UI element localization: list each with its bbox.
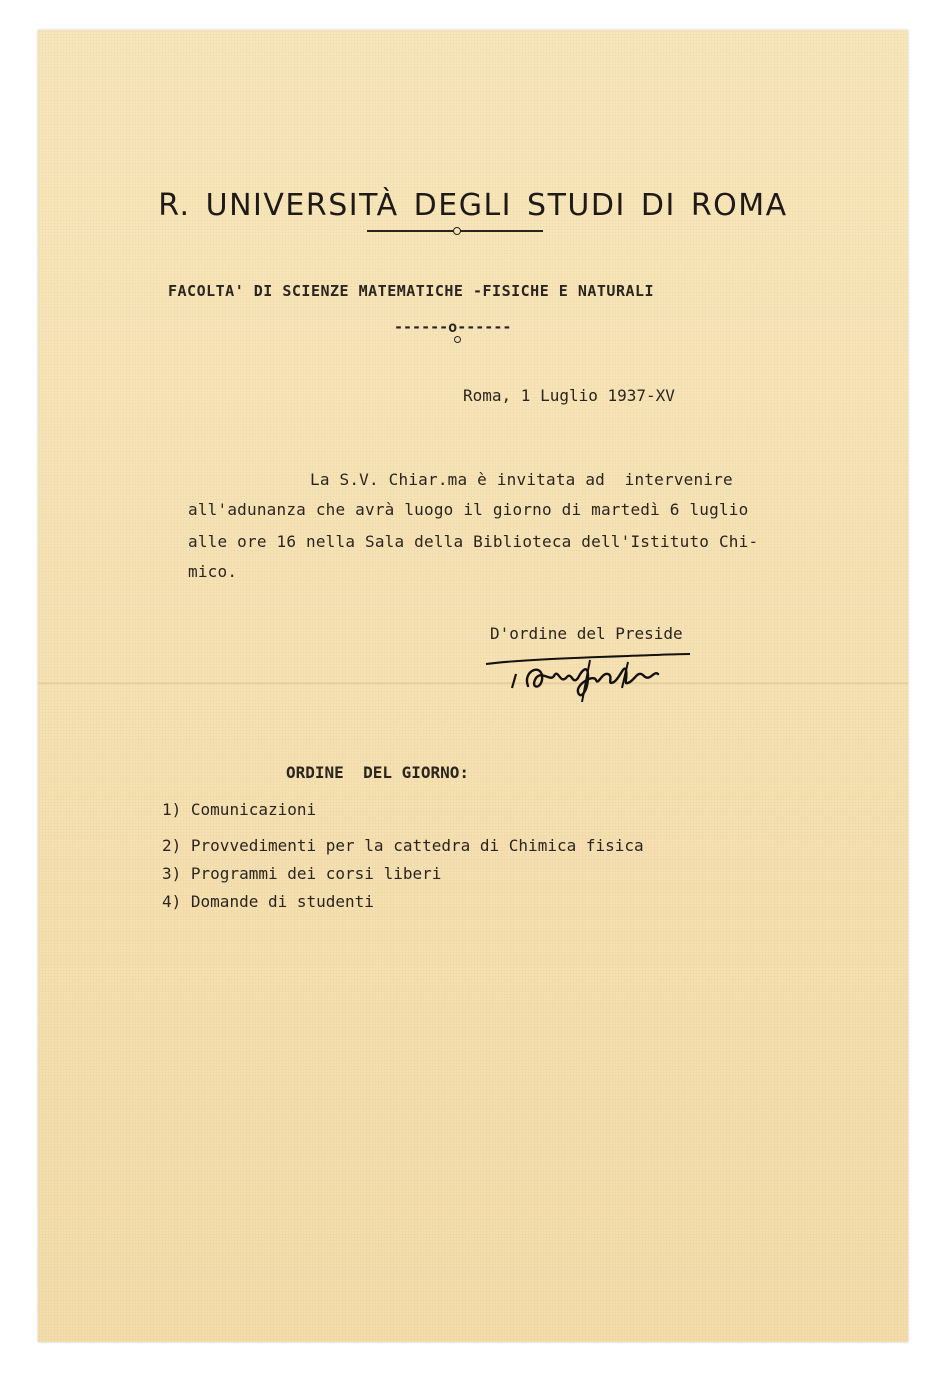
typed-ornament-dot [454, 336, 461, 343]
agenda-item-text: Provvedimenti per la cattedra di Chimica fisica [190, 836, 644, 855]
closing-line: D'ordine del Preside [490, 624, 683, 643]
heading-underline-ornament [453, 227, 461, 235]
body-line-2: all'adunanza che avrà luogo il giorno di martedì 6 luglio [188, 500, 749, 519]
document-sheet [38, 30, 908, 1342]
paper-fold-crease [38, 682, 908, 685]
agenda-item [162, 800, 316, 819]
agenda-item [162, 836, 644, 855]
agenda-item-text: Domande di studenti [190, 892, 374, 911]
agenda-item-number: 4) [162, 892, 182, 911]
body-line-3: alle ore 16 nella Sala della Biblioteca dell'Istituto Chi- [188, 532, 759, 551]
typed-ornament: ------o------ [394, 318, 512, 336]
handwritten-signature [478, 640, 698, 704]
agenda-item-text: Programmi dei corsi liberi [190, 864, 442, 883]
agenda-title: ORDINE DEL GIORNO: [286, 763, 470, 782]
agenda-item-number: 2) [162, 836, 182, 855]
university-heading: R. UNIVERSITÀ DEGLI STUDI DI ROMA [158, 188, 788, 223]
body-line-4: mico. [188, 562, 238, 581]
agenda-item-number: 3) [162, 864, 182, 883]
agenda-item [162, 892, 374, 911]
agenda-item-text: Comunicazioni [190, 800, 317, 819]
agenda-item-number: 1) [162, 800, 182, 819]
date-line: Roma, 1 Luglio 1937-XV [463, 386, 675, 405]
faculty-name: FACOLTA' DI SCIENZE MATEMATICHE -FISICHE E NATURALI [168, 282, 655, 300]
agenda-item [162, 864, 441, 883]
body-line-1: La S.V. Chiar.ma è invitata ad intervenire [310, 470, 733, 489]
